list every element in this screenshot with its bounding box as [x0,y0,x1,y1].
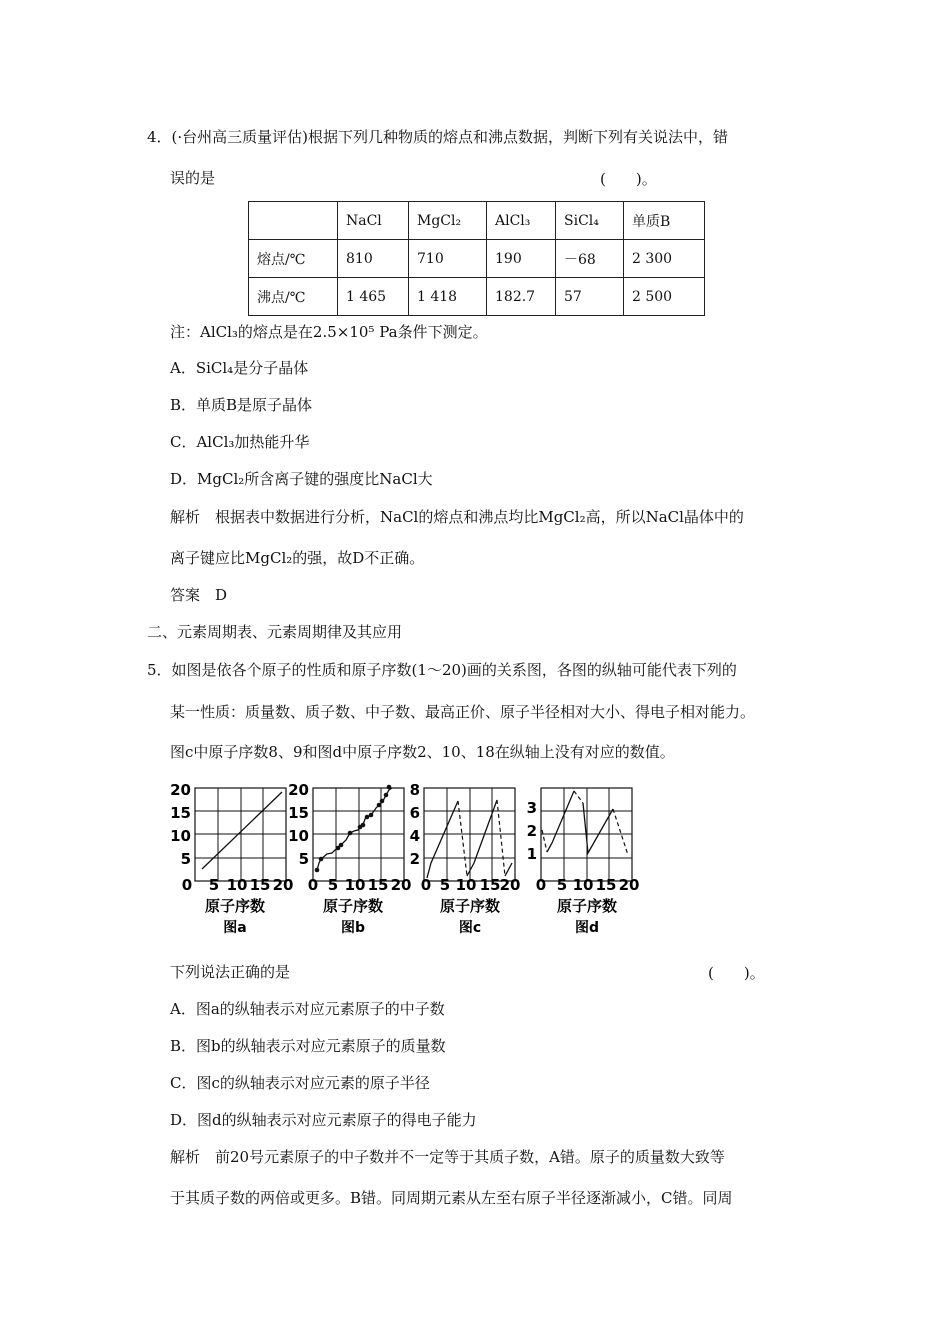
q5-option-a: A．图a的纵轴表示对应元素原子的中子数 [170,1000,445,1018]
y-tick-label: 6 [409,804,420,822]
table-cell: 182.7 [487,278,556,316]
y-tick-label: 2 [409,850,420,868]
x-axis-label: 原子序数 [204,897,266,915]
q4-stem-line1: 4．(·台州高三质量评估)根据下列几种物质的熔点和沸点数据，判断下列有关说法中，错 [147,128,729,146]
graph-b-points [315,785,392,873]
graph-c-line [427,801,458,878]
y-tick-label: 10 [170,827,191,845]
y-tick-label: 15 [288,804,309,822]
x-tick-label: 0 [535,876,547,894]
x-tick-label: 20 [499,876,521,894]
y-tick-label: 3 [526,799,537,817]
graph-d-dashed [542,830,547,852]
table-cell: 1 465 [338,278,409,316]
q4-stem-line2: 误的是 [170,169,216,187]
x-tick-label: 15 [595,876,617,894]
q4-analysis-line1: 解析 根据表中数据进行分析，NaCl的熔点和沸点均比MgCl₂高，所以NaCl晶体中的 [170,508,744,526]
q4-answer-paren: ( )。 [600,170,657,188]
x-tick-label: 15 [367,876,389,894]
graph-label: 图c [458,920,482,936]
table-cell: 1 418 [409,278,487,316]
y-tick-label: 1 [526,845,537,863]
graph-a [170,783,293,936]
x-tick-label: 5 [556,876,568,894]
table-cell: 沸点/℃ [249,278,338,316]
y-tick-label: 5 [180,850,191,868]
q5-question: 下列说法正确的是 [170,963,291,981]
x-axis-label: 原子序数 [322,897,384,915]
x-tick-label: 15 [479,876,501,894]
q4-analysis-line2: 离子键应比MgCl₂的强，故D不正确。 [170,549,425,567]
x-tick-label: 10 [344,876,366,894]
graph-c [410,783,521,936]
table-cell: 57 [556,278,624,316]
y-tick-label: 4 [409,827,420,845]
x-tick-label: 15 [249,876,271,894]
element-graphs-figure [170,783,650,943]
graph-a-line [202,792,282,869]
melting-boiling-table [248,201,705,316]
x-axis-label: 原子序数 [556,897,618,915]
q4-option-c: C．AlCl₃加热能升华 [170,433,310,451]
x-tick-label: 10 [455,876,477,894]
x-tick-label: 0 [420,876,432,894]
graph-label: 图a [223,920,247,936]
y-tick-label: 5 [298,850,309,868]
x-tick-label: 20 [390,876,412,894]
section-heading: 二、元素周期表、元素周期律及其应用 [147,623,403,641]
table-header-row [249,202,705,240]
table-cell: 2 300 [624,240,705,278]
table-row [249,240,705,278]
x-tick-label: 10 [572,876,594,894]
q4-answer: 答案 D [170,586,228,604]
q5-stem-line1: 5．如图是依各个原子的性质和原子序数(1～20)画的关系图，各图的纵轴可能代表下列的 [147,661,737,679]
table-cell: 2 500 [624,278,705,316]
q5-analysis-line2: 于其质子数的两倍或更多。B错。同周期元素从左至右原子半径逐渐减小，C错。同周 [170,1189,733,1207]
graph-b [288,783,411,936]
y-tick-label: 8 [409,783,420,799]
graph-d-dashed [613,809,628,855]
table-cell: NaCl [338,202,409,240]
q5-analysis-line1: 解析 前20号元素原子的中子数并不一定等于其质子数，A错。原子的质量数大致等 [170,1148,725,1166]
q4-option-a: A．SiCl₄是分子晶体 [170,359,309,377]
table-cell [249,202,338,240]
x-tick-label: 20 [272,876,294,894]
x-tick-label: 5 [208,876,220,894]
q4-option-d: D．MgCl₂所含离子键的强度比NaCl大 [170,470,433,488]
x-tick-label: 0 [307,876,319,894]
q4-note: 注：AlCl₃的熔点是在2.5×10⁵ Pa条件下测定。 [170,323,488,341]
graph-label: 图d [574,920,600,936]
graph-d-dashed [574,791,583,803]
table-row [249,278,705,316]
table-cell: 单质B [624,202,705,240]
q4-option-b: B．单质B是原子晶体 [170,396,313,414]
y-tick-label: 20 [170,783,191,799]
y-tick-label: 2 [526,822,537,840]
q5-answer-paren: ( )。 [708,964,765,982]
q5-option-c: C．图c的纵轴表示对应元素的原子半径 [170,1074,430,1092]
y-tick-label: 15 [170,804,191,822]
x-tick-label: 0 [181,876,193,894]
x-tick-label: 5 [439,876,451,894]
graph-c-line [505,863,512,876]
q5-option-d: D．图d的纵轴表示对应元素原子的得电子能力 [170,1111,477,1129]
q5-option-b: B．图b的纵轴表示对应元素原子的质量数 [170,1037,446,1055]
graph-c-dashed [458,801,467,876]
graph-d [527,788,640,936]
table-cell: －68 [556,240,624,278]
table-cell: 710 [409,240,487,278]
graph-label: 图b [340,920,366,936]
q5-stem-line2: 某一性质：质量数、质子数、中子数、最高正价、原子半径相对大小、得电子相对能力。 [170,703,756,721]
table-cell: 810 [338,240,409,278]
table-cell: 熔点/℃ [249,240,338,278]
x-tick-label: 20 [618,876,640,894]
y-tick-label: 20 [288,783,309,799]
x-tick-label: 5 [327,876,339,894]
table-cell: MgCl₂ [409,202,487,240]
graph-d-line [547,791,574,852]
q5-stem-line3: 图c中原子序数8、9和图d中原子序数2、10、18在纵轴上没有对应的数值。 [170,743,675,761]
x-axis-label: 原子序数 [439,897,501,915]
table-cell: AlCl₃ [487,202,556,240]
table-cell: 190 [487,240,556,278]
x-tick-label: 10 [226,876,248,894]
table-cell: SiCl₄ [556,202,624,240]
y-tick-label: 10 [288,827,309,845]
